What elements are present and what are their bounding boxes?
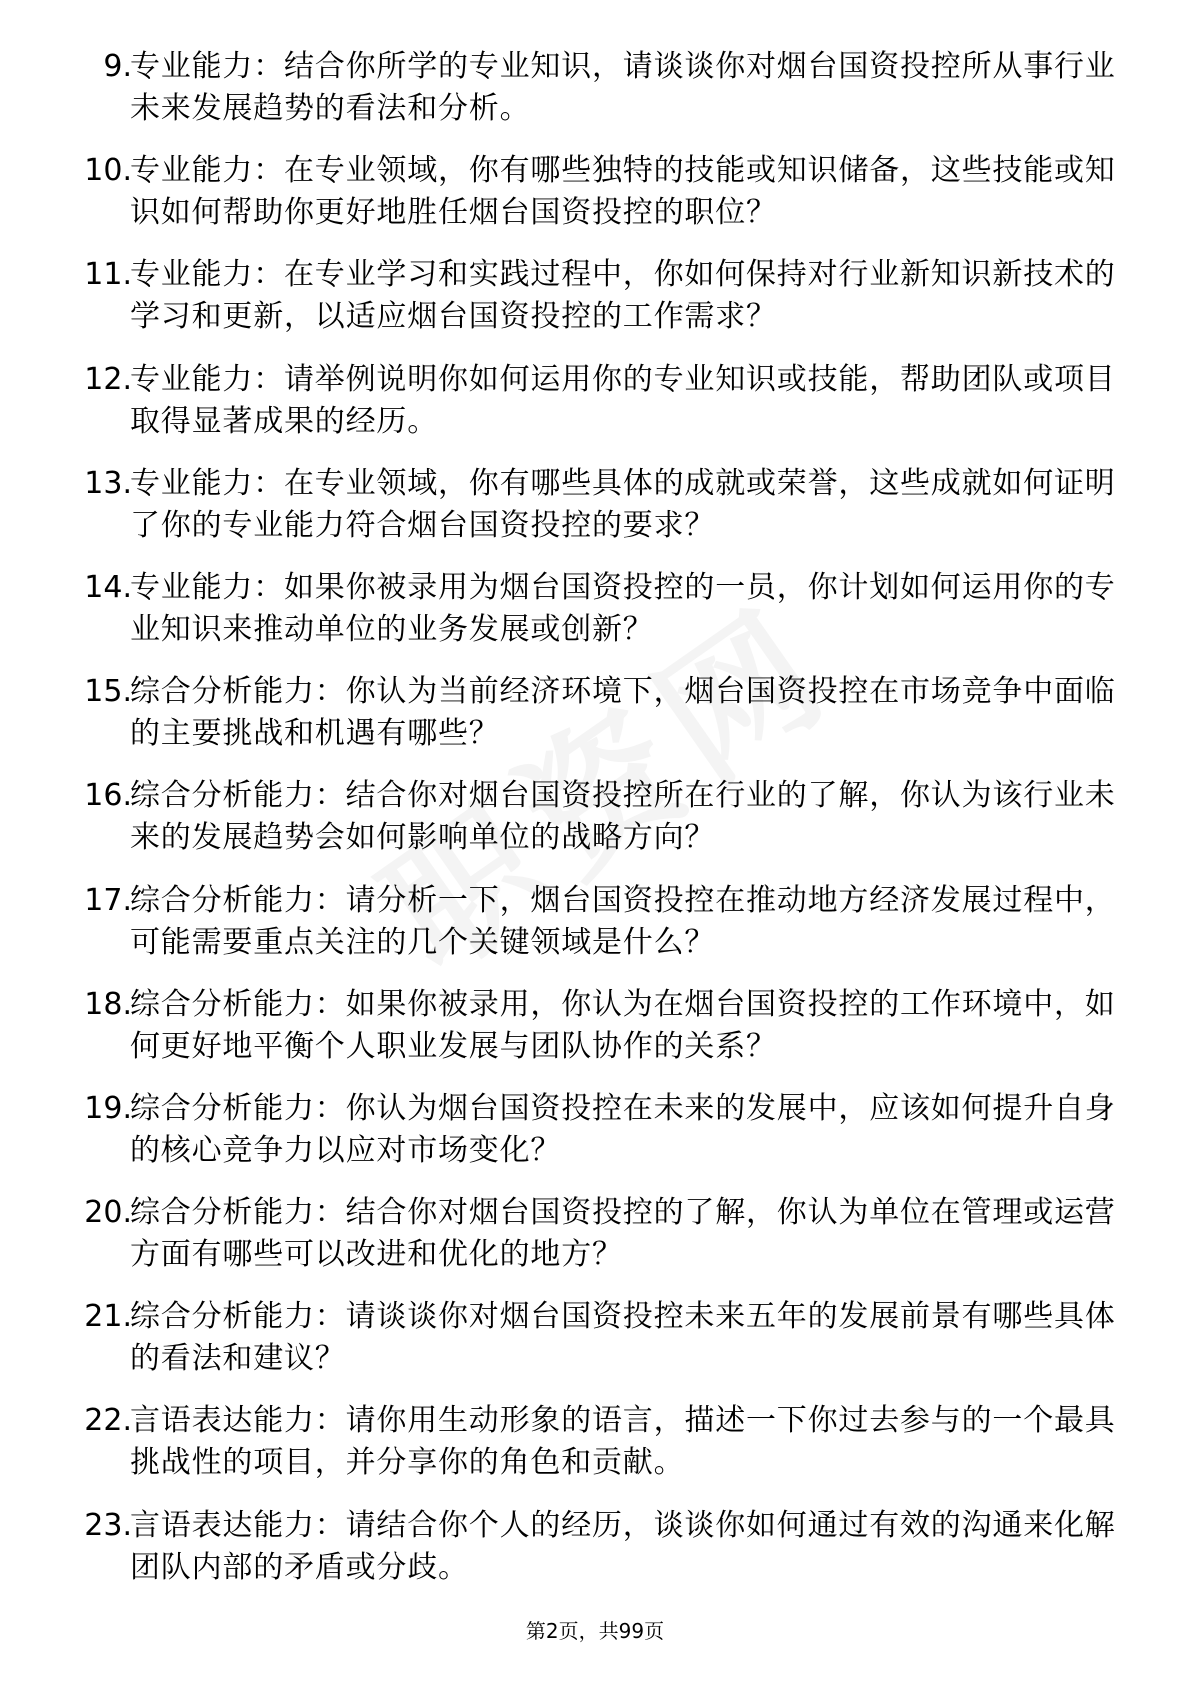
item-number: 18. [84, 986, 132, 1022]
item-text: 专业能力：如果你被录用为烟台国资投控的一员，你计划如何运用你的专业知识来推动单位的业务发展或创新？ [130, 569, 1116, 647]
list-item [0, 254, 1190, 358]
item-number: 13. [84, 465, 132, 501]
item-number: 22. [84, 1403, 132, 1439]
list-item [0, 1192, 1190, 1296]
item-text: 言语表达能力：请结合你个人的经历，谈谈你如何通过有效的沟通来化解团队内部的矛盾或分歧。 [130, 1507, 1116, 1585]
item-text: 专业能力：结合你所学的专业知识，请谈谈你对烟台国资投控所从事行业未来发展趋势的看法和分析。 [130, 49, 1116, 126]
item-number: 19. [84, 1090, 132, 1126]
list-item [0, 1296, 1190, 1400]
item-number: 11. [84, 257, 132, 293]
item-text: 言语表达能力：请你用生动形象的语言，描述一下你过去参与的一个最具挑战性的项目，并分享你的角色和贡献。 [130, 1403, 1116, 1481]
list-item [0, 671, 1190, 775]
page-number-footer: 第2页，共99页 [525, 1619, 665, 1643]
item-text: 专业能力：请举例说明你如何运用你的专业知识或技能，帮助团队或项目取得显著成果的经历。 [130, 361, 1116, 439]
list-item [0, 46, 1190, 150]
item-number: 20. [84, 1195, 132, 1231]
item-text: 综合分析能力：请分析一下，烟台国资投控在推动地方经济发展过程中，可能需要重点关注的几个关键领域是什么？ [130, 882, 1116, 960]
item-text: 综合分析能力：你认为烟台国资投控在未来的发展中，应该如何提升自身的核心竞争力以应对市场变化？ [130, 1090, 1116, 1168]
list-item [0, 1400, 1190, 1504]
item-text: 专业能力：在专业领域，你有哪些具体的成就或荣誉，这些成就如何证明了你的专业能力符合烟台国资投控的要求？ [130, 465, 1116, 543]
item-number: 14. [84, 569, 132, 605]
list-item [0, 150, 1190, 254]
list-item [0, 1505, 1190, 1609]
item-number: 16. [84, 778, 132, 814]
item-text: 综合分析能力：结合你对烟台国资投控的了解，你认为单位在管理或运营方面有哪些可以改进和优化的地方？ [130, 1195, 1116, 1273]
item-text: 专业能力：在专业学习和实践过程中，你如何保持对行业新知识新技术的学习和更新，以适应烟台国资投控的工作需求？ [130, 257, 1116, 335]
item-text: 综合分析能力：如果你被录用，你认为在烟台国资投控的工作环境中，如何更好地平衡个人职业发展与团队协作的关系？ [130, 986, 1116, 1064]
list-item [0, 984, 1190, 1088]
item-text: 专业能力：在专业领域，你有哪些独特的技能或知识储备，这些技能或知识如何帮助你更好地胜任烟台国资投控的职位？ [130, 153, 1116, 231]
list-item [0, 1088, 1190, 1192]
item-number: 10. [84, 153, 132, 189]
item-number: 21. [84, 1299, 132, 1335]
item-number: 17. [84, 882, 132, 918]
item-text: 综合分析能力：请谈谈你对烟台国资投控未来五年的发展前景有哪些具体的看法和建议？ [130, 1299, 1116, 1377]
item-text: 综合分析能力：结合你对烟台国资投控所在行业的了解，你认为该行业未来的发展趋势会如何影响单位的战略方向？ [130, 778, 1116, 856]
item-text: 综合分析能力：你认为当前经济环境下，烟台国资投控在市场竞争中面临的主要挑战和机遇有哪些？ [130, 674, 1116, 752]
item-number: 23. [84, 1507, 132, 1543]
item-number: 12. [84, 361, 132, 397]
question-list [0, 46, 1190, 1609]
list-item [0, 463, 1190, 567]
item-number: 9. [103, 49, 132, 84]
item-number: 15. [84, 674, 132, 710]
list-item [0, 880, 1190, 984]
list-item [0, 359, 1190, 463]
list-item [0, 567, 1190, 671]
list-item [0, 775, 1190, 879]
